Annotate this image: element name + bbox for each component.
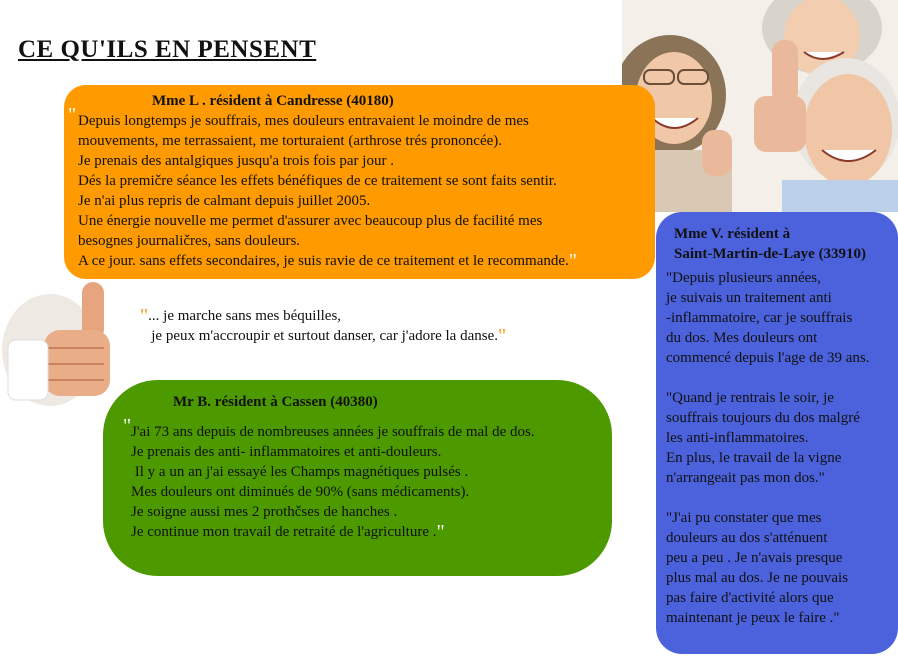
testimonial-line: Je continue mon travail de retraité de l'agriculture . <box>131 524 437 540</box>
testimonial-line: les anti-inflammatoires. <box>666 430 809 446</box>
testimonial-line: Je soigne aussi mes 2 prothčses de hanches . <box>131 504 398 520</box>
testimonial-line: mouvements, me terrassaient, me torturaient (arthrose trés prononcée). <box>78 133 503 149</box>
page-title: CE QU'ILS EN PENSENT <box>18 36 317 63</box>
testimonial-header-line: Mme V. résident à <box>674 226 791 242</box>
testimonial-line: souffrais toujours du dos malgré <box>666 410 860 426</box>
testimonial-header: Mme L . résident à Candresse (40180) <box>152 93 394 109</box>
testimonial-line: Je prenais des antalgiques jusqu'a trois fois par jour . <box>78 153 394 169</box>
testimonial-mme-l <box>64 85 655 279</box>
seniors-photo <box>622 0 898 212</box>
testimonial-mr-b <box>103 380 612 576</box>
testimonial-line: pas faire d'activité alors que <box>666 590 834 606</box>
testimonial-header-line: Saint-Martin-de-Laye (33910) <box>674 246 867 262</box>
testimonial-line: En plus, le travail de la vigne <box>666 450 842 466</box>
open-quote-icon: " <box>123 415 132 437</box>
testimonial-line: "J'ai pu constater que mes <box>666 510 822 526</box>
testimonial-line: Mes douleurs ont diminués de 90% (sans médicaments). <box>131 484 470 500</box>
open-quote-icon: " <box>68 104 77 126</box>
testimonial-line: douleurs au dos s'atténuent <box>666 530 828 546</box>
testimonial-mme-v <box>656 212 898 654</box>
testimonial-line: A ce jour. sans effets secondaires, je suis ravie de ce traitement et le recommande. <box>78 253 569 269</box>
close-quote-icon: " <box>568 250 577 272</box>
testimonial-line: Une énergie nouvelle me permet d'assurer avec beaucoup plus de facilité mes <box>78 213 543 229</box>
quote-middle <box>140 306 506 346</box>
testimonial-line: je suivais un traitement anti <box>666 290 832 306</box>
open-quote-icon: " <box>140 305 149 327</box>
testimonial-line: -inflammatoire, car je souffrais <box>666 310 853 326</box>
testimonial-line: Il y a un an j'ai essayé les Champs magnétiques pulsés . <box>131 464 469 480</box>
testimonial-line: maintenant je peux le faire ." <box>666 610 840 626</box>
testimonial-line: Je n'ai plus repris de calmant depuis juillet 2005. <box>78 193 371 209</box>
close-quote-icon: " <box>436 521 445 543</box>
testimonial-line: du dos. Mes douleurs ont <box>666 330 818 346</box>
testimonial-header <box>666 224 892 264</box>
thumbs-up-icon <box>0 280 122 410</box>
testimonial-line: "Depuis plusieurs années, <box>666 270 821 286</box>
testimonial-line: peu a peu . Je n'avais presque <box>666 550 843 566</box>
testimonial-line: J'ai 73 ans depuis de nombreuses années je souffrais de mal de dos. <box>131 424 535 440</box>
testimonial-line: plus mal au dos. Je ne pouvais <box>666 570 849 586</box>
quote-line: ... je marche sans mes béquilles, <box>148 308 342 324</box>
testimonial-line: Je prenais des anti- inflammatoires et anti-douleurs. <box>131 444 442 460</box>
testimonial-line: besognes journaličres, sans douleurs. <box>78 233 301 249</box>
close-quote-icon: " <box>498 325 507 347</box>
testimonial-line: "Quand je rentrais le soir, je <box>666 390 834 406</box>
testimonial-line: commencé depuis l'age de 39 ans. <box>666 350 870 366</box>
testimonial-line: Depuis longtemps je souffrais, mes douleurs entravaient le moindre de mes <box>78 113 529 129</box>
quote-line: je peux m'accroupir et surtout danser, car j'adore la danse. <box>140 328 498 344</box>
testimonial-line: Dés la premičre séance les effets bénéfiques de ce traitement se sont faits sentir. <box>78 173 557 189</box>
testimonial-line: n'arrangeait pas mon dos." <box>666 470 825 486</box>
testimonial-header: Mr B. résident à Cassen (40380) <box>173 394 378 410</box>
